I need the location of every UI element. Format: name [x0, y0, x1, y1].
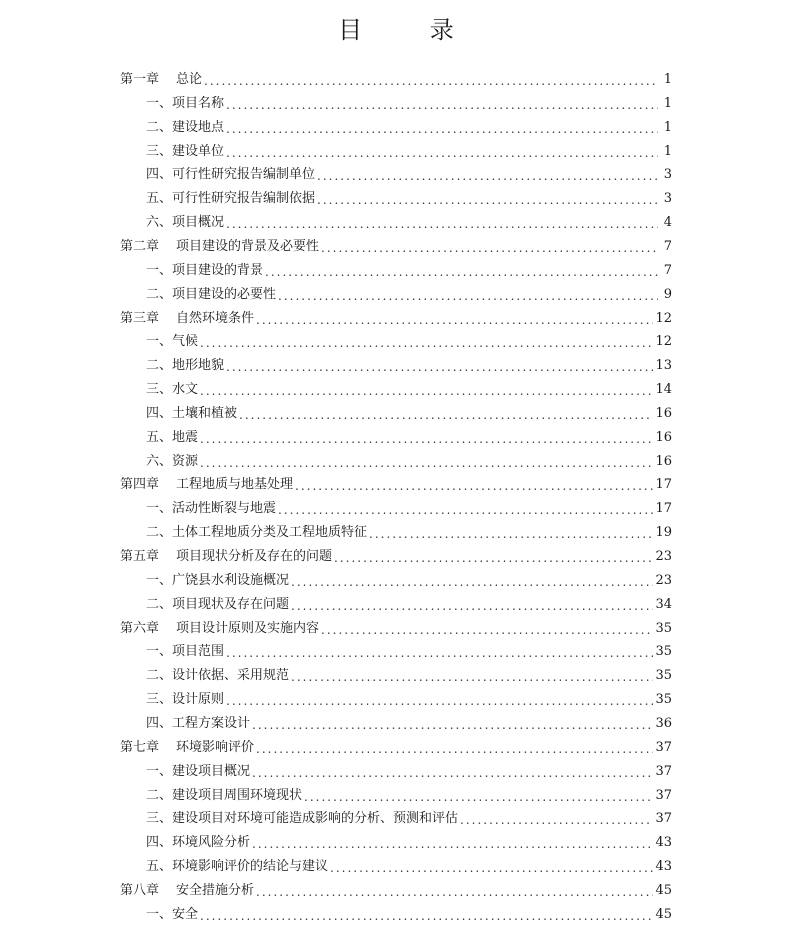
toc-page-number: 43: [655, 835, 672, 851]
toc-entry-text: 一、项目建设的背景: [146, 262, 264, 278]
toc-dot-leader: [226, 93, 658, 115]
toc-page-number: 1: [663, 143, 672, 159]
toc-page-number: 17: [655, 477, 672, 493]
toc-chapter-number: 第八章: [120, 882, 160, 898]
toc-page-number: 16: [655, 405, 672, 421]
toc-entry-label: [120, 70, 204, 90]
toc-entry-text: 一、气候: [146, 334, 199, 350]
toc-section-entry[interactable]: [146, 712, 672, 736]
toc-page-number: 13: [655, 358, 672, 374]
toc-entry-label: [120, 309, 256, 329]
toc-entry-label: [146, 118, 226, 138]
toc-chapter-entry[interactable]: [120, 307, 672, 331]
toc-page-number: 1: [663, 119, 672, 135]
toc-entry-text: 一、项目范围: [146, 644, 225, 660]
toc-dot-leader: [252, 713, 653, 735]
toc-entry-text: 二、设计依据、采用规范: [146, 668, 290, 684]
toc-dot-leader: [256, 880, 653, 902]
toc-entry-text: 二、项目建设的必要性: [146, 286, 277, 302]
toc-dot-leader: [252, 832, 653, 854]
toc-dot-leader: [321, 618, 653, 640]
toc-entry-label: [146, 714, 252, 734]
toc-entry-label: [146, 833, 252, 853]
toc-chapter-entry[interactable]: [120, 235, 672, 259]
toc-page-number: 35: [655, 620, 672, 636]
toc-entry-text: 三、设计原则: [146, 692, 225, 708]
toc-entry-label: [120, 475, 295, 495]
toc-entry-label: [146, 595, 291, 615]
toc-entry-text: 一、活动性断裂与地震: [146, 501, 277, 517]
toc-section-entry[interactable]: [146, 259, 672, 283]
toc-section-entry[interactable]: [146, 593, 672, 617]
toc-dot-leader: [317, 164, 658, 186]
toc-entry-label: [146, 356, 226, 376]
toc-entry-label: [146, 690, 226, 710]
toc-entry-label: [146, 786, 304, 806]
toc-entry-text: 项目建设的背景及必要性: [176, 238, 320, 254]
toc-page-number: 37: [655, 739, 672, 755]
toc-dot-leader: [252, 761, 653, 783]
toc-entry-label: [146, 571, 291, 591]
toc-page-number: 37: [655, 811, 672, 827]
toc-chapter-entry[interactable]: [120, 473, 672, 497]
toc-entry-label: [120, 738, 256, 758]
toc-section-entry[interactable]: [146, 211, 672, 235]
toc-chapter-entry[interactable]: [120, 736, 672, 760]
toc-entry-label: [120, 881, 256, 901]
toc-entry-label: [146, 261, 265, 281]
toc-entry-text: 总论: [176, 72, 203, 87]
toc-chapter-number: 第五章: [120, 549, 160, 564]
toc-entry-text: 五、环境影响评价的结论与建议: [146, 859, 329, 875]
toc-chapter-number: 第七章: [120, 739, 160, 755]
toc-chapter-number: 第一章: [120, 72, 160, 87]
toc-section-entry[interactable]: [146, 92, 672, 116]
toc-dot-leader: [226, 689, 653, 711]
toc-dot-leader: [330, 856, 653, 878]
toc-page-number: 45: [655, 906, 672, 922]
toc-page-number: 23: [655, 572, 672, 588]
toc-section-entry[interactable]: [146, 497, 672, 521]
toc-section-entry[interactable]: [146, 378, 672, 402]
toc-page-number: 12: [655, 310, 672, 326]
toc-dot-leader: [291, 570, 653, 592]
toc-entry-text: 六、资源: [146, 453, 199, 469]
toc-entry-text: 二、土体工程地质分类及工程地质特征: [146, 525, 368, 541]
toc-chapter-number: 第四章: [120, 477, 160, 493]
toc-section-entry[interactable]: [146, 116, 672, 140]
toc-page-number: 16: [655, 453, 672, 469]
toc-entry-label: [120, 547, 334, 567]
toc-page-number: 35: [655, 668, 672, 684]
toc-entry-label: [146, 94, 226, 114]
toc-dot-leader: [291, 594, 653, 616]
toc-page-number: 1: [663, 72, 672, 87]
toc-entry-text: 六、项目概况: [146, 215, 225, 231]
toc-entry-label: [120, 237, 321, 257]
toc-entry-text: 三、水文: [146, 382, 199, 398]
toc-chapter-number: 第三章: [120, 310, 160, 326]
toc-entry-text: 二、项目现状及存在问题: [146, 596, 290, 612]
toc-dot-leader: [226, 355, 653, 377]
toc-entry-text: 一、项目名称: [146, 95, 225, 111]
page-title: 目 录: [338, 16, 484, 44]
toc-dot-leader: [304, 785, 653, 807]
toc-section-entry[interactable]: [146, 163, 672, 187]
toc-page-number: 4: [663, 215, 672, 231]
toc-entry-text: 项目设计原则及实施内容: [176, 620, 320, 636]
toc-entry-text: 二、建设项目周围环境现状: [146, 787, 303, 803]
toc-entry-label: [146, 666, 291, 686]
toc-dot-leader: [226, 212, 658, 234]
toc-page-number: 35: [655, 692, 672, 708]
toc-section-entry[interactable]: [146, 140, 672, 164]
toc-section-entry[interactable]: [146, 760, 672, 784]
toc-entry-text: 五、地震: [146, 429, 199, 445]
toc-section-entry[interactable]: [146, 354, 672, 378]
toc-entry-label: [146, 857, 330, 877]
toc-page-number: 16: [655, 429, 672, 445]
toc-dot-leader: [321, 236, 658, 258]
toc-chapter-entry[interactable]: [120, 68, 672, 92]
toc-page-number: 7: [663, 262, 672, 278]
toc-page-number: 45: [655, 882, 672, 898]
toc-page-number: 1: [663, 95, 672, 111]
toc-entry-label: [146, 762, 252, 782]
toc-chapter-entry[interactable]: [120, 879, 672, 903]
toc-entry-label: [146, 452, 200, 472]
toc-page-number: 43: [655, 859, 672, 875]
toc-section-entry[interactable]: [146, 903, 672, 927]
toc-entry-text: 工程地质与地基处理: [176, 477, 294, 493]
toc-section-entry[interactable]: [146, 640, 672, 664]
toc-dot-leader: [265, 260, 658, 282]
toc-page-number: 35: [655, 644, 672, 660]
toc-entry-label: [146, 809, 460, 829]
toc-section-entry[interactable]: [146, 283, 672, 307]
toc-section-entry[interactable]: [146, 402, 672, 426]
toc-section-entry[interactable]: [146, 664, 672, 688]
toc-dot-leader: [256, 737, 653, 759]
toc-entry-label: [146, 404, 239, 424]
toc-entry-label: [146, 189, 317, 209]
toc-chapter-entry[interactable]: [120, 545, 672, 569]
toc-dot-leader: [295, 474, 653, 496]
toc-entry-text: 自然环境条件: [176, 310, 255, 326]
toc-entry-label: [146, 332, 200, 352]
toc-page-number: 37: [655, 787, 672, 803]
toc-dot-leader: [226, 641, 653, 663]
toc-section-entry[interactable]: [146, 807, 672, 831]
toc-page-number: 14: [655, 382, 672, 398]
toc-dot-leader: [460, 808, 653, 830]
toc-chapter-number: 第六章: [120, 620, 160, 636]
toc-section-entry[interactable]: [146, 784, 672, 808]
toc-section-entry[interactable]: [146, 521, 672, 545]
toc-page-number: 23: [655, 549, 672, 564]
toc-page-number: 36: [655, 715, 672, 731]
toc-entry-text: 环境影响评价: [176, 739, 255, 755]
toc-section-entry[interactable]: [146, 569, 672, 593]
toc-entry-label: [146, 428, 200, 448]
toc-page-number: 12: [655, 334, 672, 350]
toc-dot-leader: [200, 379, 653, 401]
toc-dot-leader: [239, 403, 653, 425]
toc-entry-label: [146, 380, 200, 400]
toc-page-number: 7: [663, 238, 672, 254]
toc-entry-text: 一、建设项目概况: [146, 763, 251, 779]
toc-section-entry[interactable]: [146, 831, 672, 855]
toc-section-entry[interactable]: [146, 855, 672, 879]
toc-chapter-entry[interactable]: [120, 617, 672, 641]
toc-section-entry[interactable]: [146, 426, 672, 450]
toc-dot-leader: [334, 546, 653, 568]
toc-entry-text: 一、广饶县水利设施概况: [146, 572, 290, 588]
toc-entry-text: 二、地形地貌: [146, 358, 225, 374]
toc-page-number: 3: [663, 167, 672, 183]
toc-dot-leader: [278, 284, 658, 306]
toc-section-entry[interactable]: [146, 450, 672, 474]
toc-dot-leader: [200, 331, 653, 353]
toc-dot-leader: [317, 188, 658, 210]
toc-dot-leader: [256, 308, 653, 330]
toc-entry-label: [146, 642, 226, 662]
toc-entry-text: 三、建设项目对环境可能造成影响的分析、预测和评估: [146, 811, 459, 827]
toc-entry-text: 项目现状分析及存在的问题: [176, 549, 333, 564]
toc-entry-label: [146, 523, 369, 543]
toc-page-number: 17: [655, 501, 672, 517]
toc-section-entry[interactable]: [146, 330, 672, 354]
toc-entry-label: [146, 499, 278, 519]
toc-page-number: 37: [655, 763, 672, 779]
toc-entry-label: [146, 905, 200, 925]
toc-entry-label: [146, 142, 226, 162]
toc-entry-text: 五、可行性研究报告编制依据: [146, 191, 316, 207]
toc-dot-leader: [200, 451, 653, 473]
toc-dot-leader: [226, 117, 658, 139]
toc-dot-leader: [369, 522, 653, 544]
toc-entry-text: 三、建设单位: [146, 143, 225, 159]
toc-entry-text: 四、可行性研究报告编制单位: [146, 167, 316, 183]
toc-entry-text: 四、土壤和植被: [146, 405, 238, 421]
toc-dot-leader: [204, 69, 658, 91]
toc-entry-label: [146, 285, 278, 305]
toc-page-number: 34: [655, 596, 672, 612]
toc-entry-label: [146, 165, 317, 185]
toc-entry-text: 一、安全: [146, 906, 199, 922]
toc-page-number: 9: [663, 286, 672, 302]
toc-dot-leader: [200, 904, 653, 926]
toc-entry-text: 二、建设地点: [146, 119, 225, 135]
toc-dot-leader: [200, 427, 653, 449]
toc-page-number: 19: [655, 525, 672, 541]
toc-entry-label: [120, 619, 321, 639]
toc-entry-text: 四、工程方案设计: [146, 715, 251, 731]
toc-entry-text: 安全措施分析: [176, 882, 255, 898]
toc-section-entry[interactable]: [146, 688, 672, 712]
toc-dot-leader: [291, 665, 653, 687]
toc-section-entry[interactable]: [146, 187, 672, 211]
toc-entry-text: 四、环境风险分析: [146, 835, 251, 851]
toc-page-number: 3: [663, 191, 672, 207]
toc-dot-leader: [278, 498, 653, 520]
toc-dot-leader: [226, 141, 658, 163]
toc-chapter-number: 第二章: [120, 238, 160, 254]
toc-entry-label: [146, 213, 226, 233]
